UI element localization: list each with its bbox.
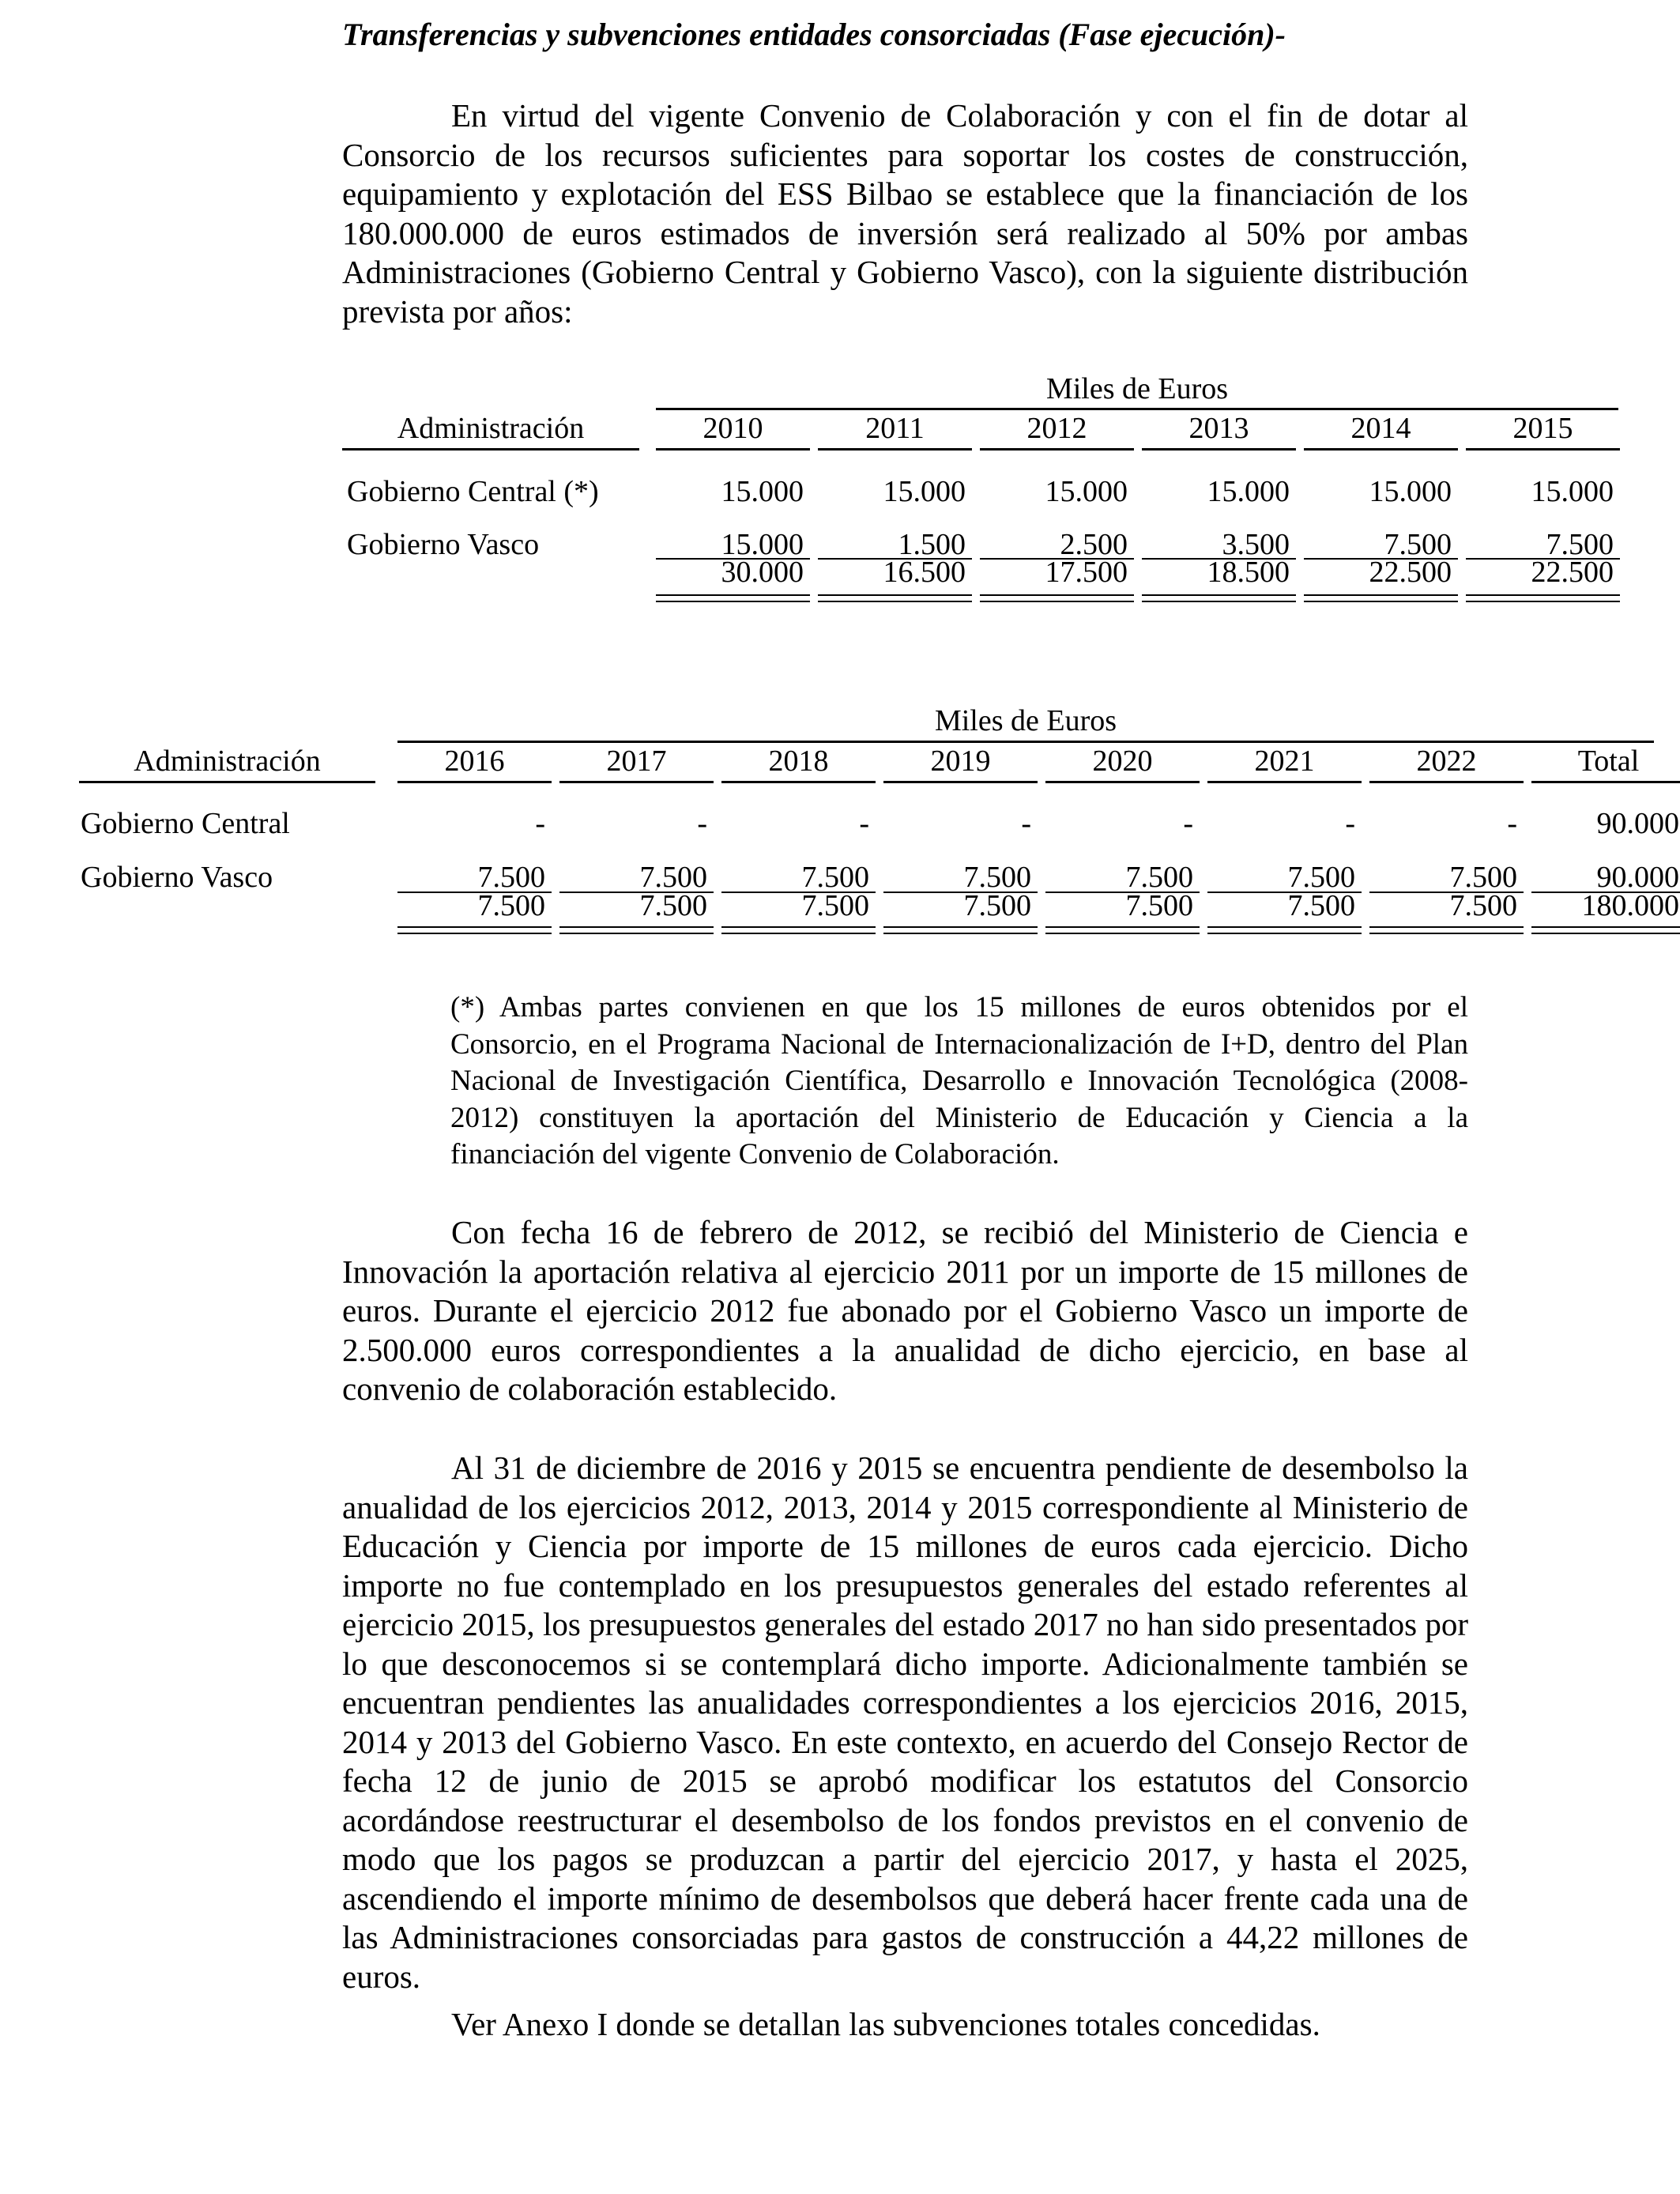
paragraph-receipt-text: Con fecha 16 de febrero de 2012, se recibió del Ministerio de Ciencia e Innovación la aportación relativa al ejercicio 2011 por un importe de 15 millones de euros. Durante el ejercicio 2012 fue abonado por el Gobierno Vasco un importe de 2.500.000 euros correspondientes a la anualidad de dicho ejercicio, en base al convenio de colaboración establecido.: [342, 1214, 1468, 1407]
table1-cell-0-5: 15.000: [1531, 475, 1614, 508]
table1-total-4: 22.500: [1369, 556, 1452, 589]
table1-total-0: 30.000: [721, 556, 804, 589]
paragraph-annex: [342, 2005, 1468, 2045]
table2-col-rule-6: [1369, 781, 1524, 783]
section-title: Transferencias y subvenciones entidades consorciadas (Fase ejecución)-: [342, 17, 1286, 52]
table2-col-rule-2: [721, 781, 876, 783]
table2-double-rule-b-6: [1369, 933, 1524, 934]
table2-cell-1-1: 7.500: [639, 861, 707, 894]
table2-cell-1-5: 7.500: [1287, 861, 1355, 894]
table1-cell-0-2: 15.000: [1045, 475, 1128, 508]
table2-double-rule-a-0: [397, 926, 552, 928]
table2-total-3: 7.500: [963, 889, 1031, 922]
table2-total-4: 7.500: [1125, 889, 1193, 922]
table1-cell-1-1: 1.500: [898, 528, 966, 561]
table2-cell-1-0: 7.500: [477, 861, 545, 894]
table1-cell-0-4: 15.000: [1369, 475, 1452, 508]
table2-cell-1-7: 90.000: [1596, 861, 1679, 894]
intro-paragraph-text: En virtud del vigente Convenio de Colaboración y con el fin de dotar al Consorcio de los recursos suficientes para soportar los costes de construcción, equipamiento y explotación del ESS Bilbao se establece que la financiación de los 180.000.000 de euros estimados de inversión será realizado al 50% por ambas Administraciones (Gobierno Central y Gobierno Vasco), con la siguiente distribución prevista por años:: [342, 97, 1468, 330]
table2-cell-0-4: -: [1183, 807, 1193, 840]
table2-total-7: 180.000: [1581, 889, 1679, 922]
table2-total-1: 7.500: [639, 889, 707, 922]
table2-col-rule-4: [1045, 781, 1200, 783]
table2-double-rule-b-4: [1045, 933, 1200, 934]
table2-double-rule-b-1: [559, 933, 714, 934]
table1-cell-1-0: 15.000: [721, 528, 804, 561]
table2-cell-0-1: -: [697, 807, 707, 840]
table2-col-header-2: 2018: [768, 745, 829, 778]
table2-cell-0-7: 90.000: [1596, 807, 1679, 840]
table2-header-rule: [397, 741, 1654, 743]
table2-col-header-4: 2020: [1092, 745, 1153, 778]
table2-double-rule-b-7: [1531, 933, 1680, 934]
table2-col-header-3: 2019: [930, 745, 991, 778]
table1-cell-0-0: 15.000: [721, 475, 804, 508]
table1-total-1: 16.500: [883, 556, 966, 589]
table2-row-header: Administración: [134, 745, 321, 778]
table1-col-header-3: 2013: [1188, 412, 1249, 445]
table2-rowheader-rule: [79, 781, 375, 783]
table1-total-3: 18.500: [1207, 556, 1290, 589]
table2-cell-1-6: 7.500: [1449, 861, 1517, 894]
table2-double-rule-b-2: [721, 933, 876, 934]
table2-total-0: 7.500: [477, 889, 545, 922]
table2-double-rule-a-7: [1531, 926, 1680, 928]
table2-total-2: 7.500: [801, 889, 869, 922]
table1-row-label-1: Gobierno Vasco: [347, 528, 540, 561]
table2-col-header-7: Total: [1577, 745, 1640, 778]
table1-col-header-4: 2014: [1350, 412, 1411, 445]
table2-col-rule-7: [1531, 781, 1680, 783]
footnote: (*) Ambas partes convienen en que los 15 millones de euros obtenidos por el Consorcio, en el Programa Nacional de Internacionalización de I+D, dentro del Plan Nacional de Investigación Científica, Desarrollo e Innovación Tecnológica (2008-2012) constituyen la aportación del Ministerio de Educación y Ciencia a la financiación del vigente Convenio de Colaboración.: [450, 991, 1468, 1171]
table2-cell-1-4: 7.500: [1125, 861, 1193, 894]
table2-col-rule-5: [1207, 781, 1362, 783]
table1-cell-0-3: 15.000: [1207, 475, 1290, 508]
table2-cell-0-5: -: [1345, 807, 1355, 840]
table1-col-header-0: 2010: [703, 412, 763, 445]
table2-col-header-0: 2016: [444, 745, 505, 778]
table2-double-rule-a-6: [1369, 926, 1524, 928]
table2-cell-0-0: -: [535, 807, 545, 840]
table1-row-label-0: Gobierno Central (*): [347, 475, 599, 508]
table2-cell-0-2: -: [859, 807, 869, 840]
table1-col-header-1: 2011: [865, 412, 925, 445]
table2-unit-label: Miles de Euros: [934, 704, 1117, 737]
table1-total-2: 17.500: [1045, 556, 1128, 589]
table2-double-rule-a-4: [1045, 926, 1200, 928]
table1-total-5: 22.500: [1531, 556, 1614, 589]
table2-row-label-1: Gobierno Vasco: [81, 861, 273, 894]
table2-col-header-1: 2017: [606, 745, 667, 778]
table1-col-header-5: 2015: [1512, 412, 1573, 445]
table2-cell-1-2: 7.500: [801, 861, 869, 894]
table2-total-5: 7.500: [1287, 889, 1355, 922]
table2-double-rule-a-1: [559, 926, 714, 928]
paragraph-pending-text: Al 31 de diciembre de 2016 y 2015 se encuentra pendiente de desembolso la anualidad de los ejercicios 2012, 2013, 2014 y 2015 correspondiente al Ministerio de Educación y Ciencia por importe de 15 millones de euros cada ejercicio. Dicho importe no fue contemplado en los presupuestos generales del estado referentes al ejercicio 2015, los presupuestos generales del estado 2017 no han sido presentados por lo que desconocemos si se contemplará dicho importe. Adicionalmente también se encuentran pendientes las anualidades correspondientes a los ejercicios 2016, 2015, 2014 y 2013 del Gobierno Vasco. En este contexto, en acuerdo del Consejo Rector de fecha 12 de junio de 2015 se aprobó modificar los estatutos del Consorcio acordándose reestructurar el desembolso de los fondos previstos en el convenio de modo que los pagos se produzcan a partir del ejercicio 2017, y hasta el 2025, ascendiendo el importe mínimo de desembolsos que deberá hacer frente cada una de las Administraciones consorciadas para gastos de construcción a 44,22 millones de euros.: [342, 1449, 1468, 1995]
table2-double-rule-a-5: [1207, 926, 1362, 928]
table2-cell-0-3: -: [1021, 807, 1031, 840]
table2-col-rule-0: [397, 781, 552, 783]
table1-unit-label: Miles de Euros: [1045, 372, 1229, 405]
distribution-table-2016-2022: [0, 0, 1680, 1027]
table1-cell-1-5: 7.500: [1546, 528, 1614, 561]
table2-double-rule-a-3: [883, 926, 1038, 928]
table2-cell-1-3: 7.500: [963, 861, 1031, 894]
table2-double-rule-b-0: [397, 933, 552, 934]
table2-double-rule-b-3: [883, 933, 1038, 934]
table2-row-label-0: Gobierno Central: [81, 807, 290, 840]
table1-cell-1-4: 7.500: [1384, 528, 1452, 561]
table1-row-header: Administración: [397, 412, 585, 445]
table1-col-header-2: 2012: [1026, 412, 1087, 445]
table2-double-rule-b-5: [1207, 933, 1362, 934]
table2-col-header-6: 2022: [1416, 745, 1477, 778]
table2-col-header-5: 2021: [1254, 745, 1315, 778]
table2-cell-0-6: -: [1507, 807, 1517, 840]
table1-cell-0-1: 15.000: [883, 475, 966, 508]
table2-col-rule-3: [883, 781, 1038, 783]
table1-cell-1-2: 2.500: [1060, 528, 1128, 561]
paragraph-annex-text: Ver Anexo I donde se detallan las subvenciones totales concedidas.: [451, 2006, 1320, 2042]
table2-col-rule-1: [559, 781, 714, 783]
paragraph-pending: [342, 1449, 1468, 1996]
table2-double-rule-a-2: [721, 926, 876, 928]
table2-total-6: 7.500: [1449, 889, 1517, 922]
table1-cell-1-3: 3.500: [1222, 528, 1290, 561]
paragraph-receipt: [342, 1213, 1468, 1409]
